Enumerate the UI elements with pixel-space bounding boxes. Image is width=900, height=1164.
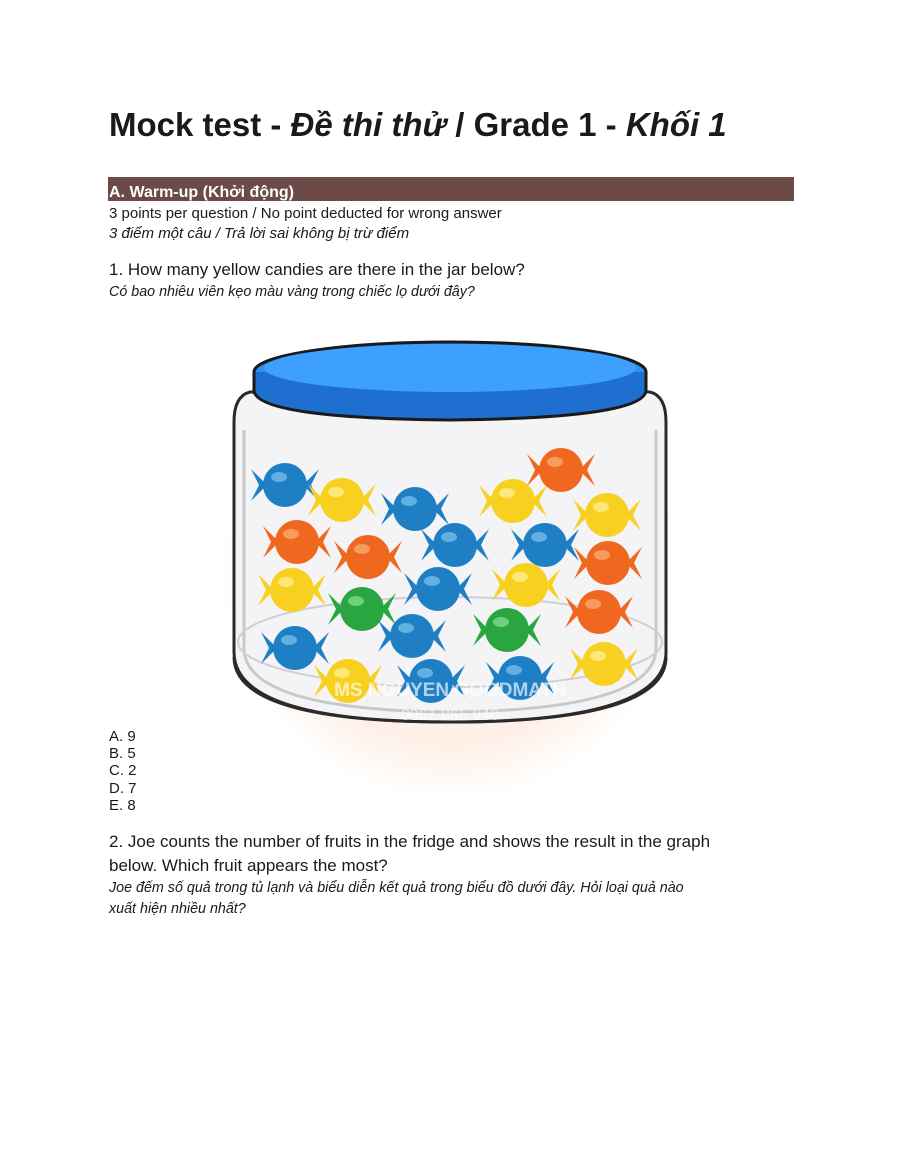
scoring-rule-vi: 3 điểm một câu / Trả lời sai không bị trừ điểm [109,225,410,242]
option-e[interactable]: E. 8 [109,797,136,814]
section-heading: A. Warm-up (Khởi động) [108,177,794,201]
option-d[interactable]: D. 7 [109,780,137,797]
scoring-rule-en: 3 points per question / No point deducted for wrong answer [109,205,502,222]
watermark-phone: 0961 865 946 [401,707,499,724]
question-2-text-vi-line2: xuất hiện nhiều nhất? [109,901,246,917]
question-1-text-vi: Có bao nhiêu viên kẹo màu vàng trong chiếc lọ dưới đây? [109,284,475,300]
question-1-text: 1. How many yellow candies are there in the jar below? [109,260,525,279]
candy-jar-illustration [220,312,680,792]
title-grade: / Grade 1 - [446,106,626,143]
question-2-text-vi-line1: Joe đếm số quả trong tủ lạnh và biểu diễn kết quả trong biểu đồ dưới đây. Hỏi loại quả nào [109,880,684,896]
question-2-text-line1: 2. Joe counts the number of fruits in the fridge and shows the result in the graph [109,832,711,851]
watermark-text: MS NGUYEN GOODMATH [334,680,566,701]
title-grade-vi: Khối 1 [625,106,727,143]
option-b[interactable]: B. 5 [109,745,136,762]
question-2-text-line2: below. Which fruit appears the most? [109,856,388,875]
title-en: Mock test - [109,106,291,143]
page-title [109,106,727,144]
option-a[interactable]: A. 9 [109,728,136,745]
title-vi: Đề thi thử [290,106,447,143]
option-c[interactable]: C. 2 [109,762,137,779]
